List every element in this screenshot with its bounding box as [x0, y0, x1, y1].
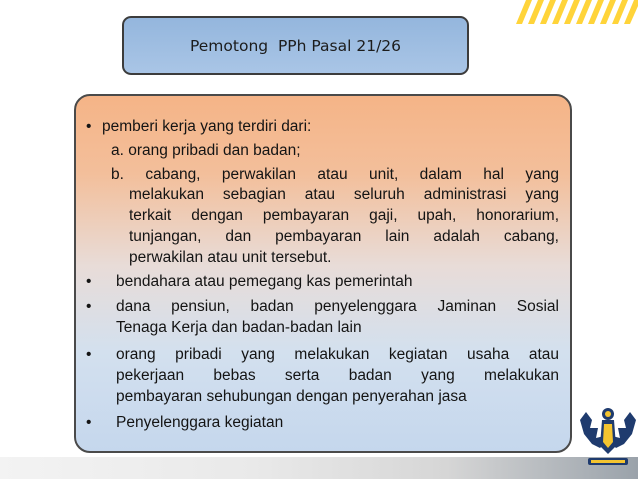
corner-stripes-decoration: [508, 0, 638, 24]
sub-item-b-line1: b. cabang, perwakilan atau unit, dalam hal yang: [111, 166, 559, 183]
bullet-pension-line2: Tenaga Kerja dan badan-badan lain: [116, 319, 362, 336]
bullet-dot: •: [86, 346, 92, 363]
footer-band: [0, 457, 638, 479]
bullet-individual-line2: pekerjaan bebas serta badan yang melakukan: [116, 367, 559, 384]
bullet-pension-line1: dana pensiun, badan penyelenggara Jaminan Sosial: [116, 298, 559, 315]
sub-item-b-line4: tunjangan, dan pembayaran lain adalah cabang,: [129, 228, 559, 245]
bullet-individual-line1: orang pribadi yang melakukan kegiatan usaha atau: [116, 346, 559, 363]
bullet-treasurer-text: bendahara atau pemegang kas pemerintah: [116, 273, 413, 290]
sub-item-b-line2: melakukan sebagian atau seluruh administrasi yang: [129, 186, 559, 203]
slide-title: Pemotong PPh Pasal 21/26: [189, 36, 402, 55]
bullet-dot: •: [86, 414, 92, 431]
bullet-dot: •: [86, 118, 92, 135]
bullet-individual-line3: pembayaran sehubungan dengan penyerahan jasa: [116, 388, 467, 405]
bullet-employer-text: pemberi kerja yang terdiri dari:: [102, 118, 312, 135]
garuda-emblem-icon: [578, 398, 638, 470]
sub-item-b-line5: perwakilan atau unit tersebut.: [129, 249, 332, 266]
sub-item-b-line3: terkait dengan pembayaran gaji, upah, honorarium,: [129, 207, 559, 224]
bullet-dot: •: [86, 298, 92, 315]
sub-item-a: a. orang pribadi dan badan;: [111, 142, 301, 159]
bullet-organizer-text: Penyelenggara kegiatan: [116, 414, 284, 431]
slide-title-box: [122, 16, 469, 75]
bullet-dot: •: [86, 273, 92, 290]
